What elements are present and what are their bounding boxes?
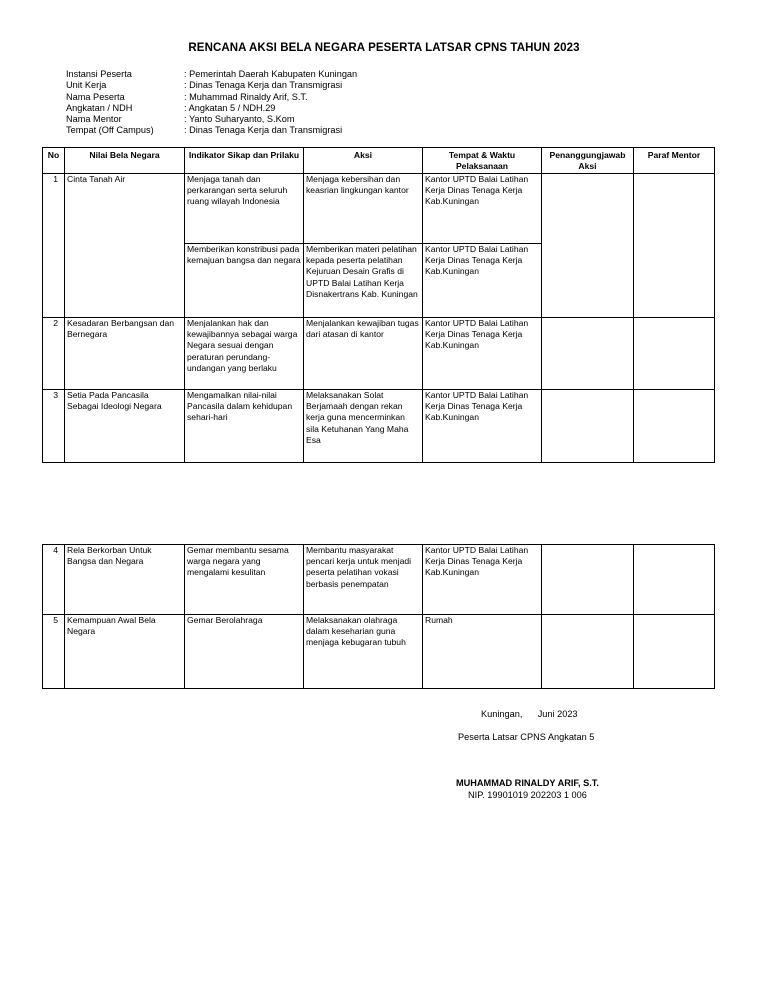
info-row-angkatan xyxy=(66,103,357,114)
info-value: : Dinas Tenaga Kerja dan Transmigrasi xyxy=(184,80,343,91)
info-value: : Pemerintah Daerah Kabupaten Kuningan xyxy=(184,69,358,79)
info-label: Instansi Peserta xyxy=(66,69,132,79)
signature-role: Peserta Latsar CPNS Angkatan 5 xyxy=(458,732,595,742)
cell-indikator: Menjaga tanah dan perkarangan serta seluruh ruang wilayah Indonesia xyxy=(185,174,304,244)
participant-info xyxy=(66,69,357,137)
cell-nilai: Kesadaran Berbangsan dan Bernegara xyxy=(65,318,185,390)
info-value: : Dinas Tenaga Kerja dan Transmigrasi xyxy=(184,125,343,136)
cell-no: 1 xyxy=(43,174,65,318)
table-row xyxy=(43,174,715,244)
cell-aksi: Menjaga kebersihan dan keasrian lingkungan kantor xyxy=(304,174,423,244)
cell-no: 3 xyxy=(43,390,65,463)
table-header-row xyxy=(43,148,715,174)
cell-penanggungjawab xyxy=(542,615,634,689)
cell-paraf xyxy=(634,615,715,689)
cell-paraf xyxy=(634,318,715,390)
cell-no: 5 xyxy=(43,615,65,689)
info-row-mentor xyxy=(66,114,357,125)
table-row xyxy=(43,545,715,615)
cell-tempat: Kantor UPTD Balai Latihan Kerja Dinas Tenaga Kerja Kab.Kuningan xyxy=(423,244,542,318)
cell-no: 2 xyxy=(43,318,65,390)
info-label: Nama Mentor xyxy=(66,114,122,125)
cell-no: 4 xyxy=(43,545,65,615)
info-value: : Muhammad Rinaldy Arif, S.T. xyxy=(184,91,308,102)
table-row xyxy=(43,318,715,390)
header-nilai: Nilai Bela Negara xyxy=(65,148,185,174)
cell-aksi: Menjalankan kewajiban tugas dari atasan di kantor xyxy=(304,318,423,390)
table-row xyxy=(43,390,715,463)
page-title: RENCANA AKSI BELA NEGARA PESERTA LATSAR CPNS TAHUN 2023 xyxy=(188,42,580,54)
info-row-tempat xyxy=(66,125,357,136)
cell-nilai: Setia Pada Pancasila Sebagai Ideologi Negara xyxy=(65,390,185,463)
cell-indikator: Mengamalkan nilai-nilai Pancasila dalam kehidupan sehari-hari xyxy=(185,390,304,463)
info-row-unit xyxy=(66,80,357,91)
table-row xyxy=(43,615,715,689)
cell-nilai: Rela Berkorban Untuk Bangsa dan Negara xyxy=(65,545,185,615)
cell-aksi: Melaksanakan Solat Berjamaah dengan rekan kerja guna mencerminkan sila Ketuhanan Yang Maha Esa xyxy=(304,390,423,463)
cell-tempat: Kantor UPTD Balai Latihan Kerja Dinas Tenaga Kerja Kab.Kuningan xyxy=(423,318,542,390)
header-no: No xyxy=(43,148,65,174)
cell-penanggungjawab xyxy=(542,390,634,463)
header-paraf: Paraf Mentor xyxy=(634,148,715,174)
cell-nilai: Kemampuan Awal Bela Negara xyxy=(65,615,185,689)
cell-penanggungjawab xyxy=(542,318,634,390)
header-aksi: Aksi xyxy=(304,148,423,174)
cell-penanggungjawab xyxy=(542,545,634,615)
header-penanggungjawab: Penanggungjawab Aksi xyxy=(542,148,634,174)
cell-indikator: Gemar membantu sesama warga negara yang mengalami kesulitan xyxy=(185,545,304,615)
cell-tempat: Kantor UPTD Balai Latihan Kerja Dinas Tenaga Kerja Kab.Kuningan xyxy=(423,545,542,615)
cell-aksi: Melaksanakan olahraga dalam keseharian guna menjaga kebugaran tubuh xyxy=(304,615,423,689)
signature-nip: NIP. 19901019 202203 1 006 xyxy=(468,790,587,800)
action-plan-table-continued xyxy=(42,544,715,689)
info-label: Unit Kerja xyxy=(66,80,107,91)
cell-penanggungjawab xyxy=(542,174,634,318)
cell-paraf xyxy=(634,390,715,463)
cell-paraf xyxy=(634,174,715,318)
cell-nilai: Cinta Tanah Air xyxy=(65,174,185,318)
cell-aksi: Memberikan materi pelatihan kepada peserta pelatihan Kejuruan Desain Grafis di UPTD Balai Latihan Kerja Disnakertrans Kab. Kuningan xyxy=(304,244,423,318)
header-tempat: Tempat & Waktu Pelaksanaan xyxy=(423,148,542,174)
info-value: : Yanto Suharyanto, S.Kom xyxy=(184,114,295,125)
info-label: Nama Peserta xyxy=(66,91,125,102)
cell-tempat: Kantor UPTD Balai Latihan Kerja Dinas Tenaga Kerja Kab.Kuningan xyxy=(423,390,542,463)
cell-tempat: Kantor UPTD Balai Latihan Kerja Dinas Tenaga Kerja Kab.Kuningan xyxy=(423,174,542,244)
info-value: : Angkatan 5 / NDH.29 xyxy=(184,102,276,113)
info-row-nama xyxy=(66,92,357,103)
info-row-instansi xyxy=(66,69,357,80)
cell-tempat: Rumah xyxy=(423,615,542,689)
signature-name: MUHAMMAD RINALDY ARIF, S.T. xyxy=(456,778,599,788)
action-plan-table xyxy=(42,147,715,463)
header-indikator: Indikator Sikap dan Prilaku xyxy=(185,148,304,174)
cell-indikator: Gemar Berolahraga xyxy=(185,615,304,689)
cell-indikator: Menjalankan hak dan kewajibannya sebagai warga Negara sesuai dengan peraturan perundang-undangan yang berlaku xyxy=(185,318,304,390)
info-label: Tempat (Off Campus) xyxy=(66,125,154,136)
signature-place-date: Kuningan, Juni 2023 xyxy=(481,709,578,719)
cell-paraf xyxy=(634,545,715,615)
info-label: Angkatan / NDH xyxy=(66,102,133,113)
cell-indikator: Memberikan konstribusi pada kemajuan bangsa dan negara xyxy=(185,244,304,318)
cell-aksi: Membantu masyarakat pencari kerja untuk menjadi peserta pelatihan vokasi berbasis penempatan xyxy=(304,545,423,615)
